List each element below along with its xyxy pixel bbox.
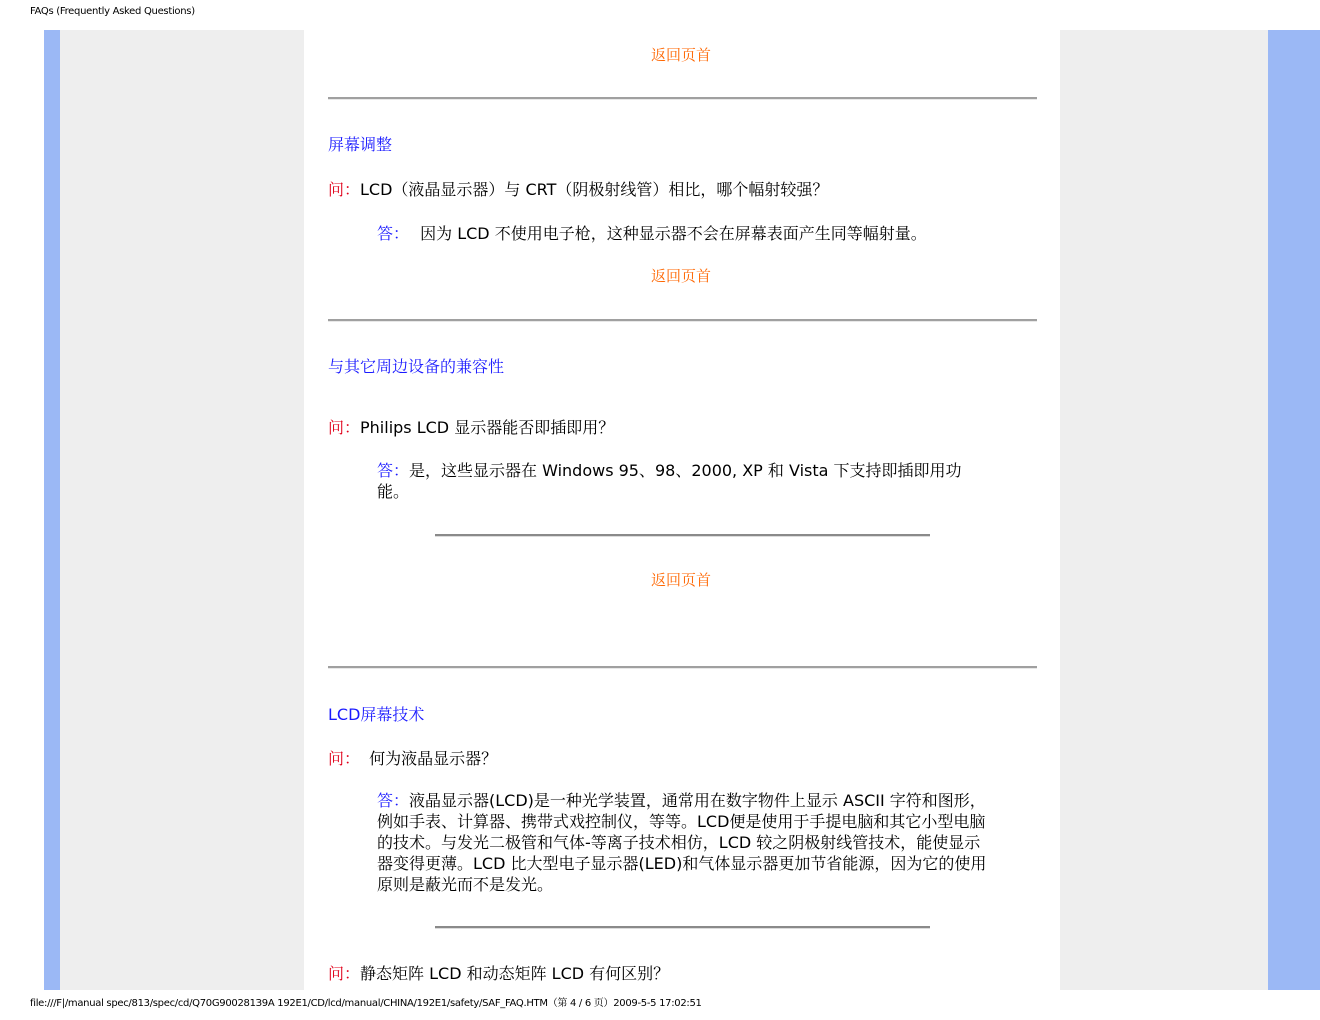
question-label: 问：	[328, 964, 361, 983]
answer-text: 因为 LCD 不使用电子枪，这种显示器不会在屏幕表面产生同等幅射量。	[420, 224, 927, 243]
content-area	[304, 30, 1060, 990]
answer-divider	[435, 534, 930, 537]
question-text: 何为液晶显示器？	[369, 749, 498, 768]
section-divider	[328, 666, 1037, 669]
left-sidebar	[60, 30, 304, 990]
question-row	[328, 961, 669, 984]
question-row	[328, 415, 614, 438]
section-title-lcd-technology: LCD屏幕技术	[328, 705, 425, 724]
print-footer: file:///F|/manual spec/813/spec/cd/Q70G900281З9A 192E1/CD/lcd/manual/CHINA/192E1/safety/SAF_FAQ.HTM（第 4 / 6 页）2009-5-5 17:02:51	[30, 998, 702, 1009]
question-text: LCD（液晶显示器）与 CRT（阴极射线管）相比，哪个幅射较强？	[360, 180, 829, 199]
section-divider	[328, 319, 1037, 322]
back-to-top-link[interactable]: 返回页首	[651, 46, 712, 64]
answer-row	[377, 221, 927, 244]
answer-text: 是，这些显示器在 Windows 95、98、2000, XP 和 Vista 下支持即插即用功能。	[377, 461, 962, 501]
back-to-top-link[interactable]: 返回页首	[651, 571, 712, 589]
question-row	[328, 177, 828, 200]
page-frame	[44, 30, 1320, 990]
question-label: 问：	[328, 749, 361, 768]
right-sidebar	[1060, 30, 1268, 990]
answer-block	[377, 790, 989, 895]
question-text: 静态矩阵 LCD 和动态矩阵 LCD 有何区别？	[360, 964, 670, 983]
answer-label: 答：	[377, 791, 410, 810]
question-text: Philips LCD 显示器能否即插即用？	[360, 418, 615, 437]
right-blue-stripe	[1268, 30, 1320, 990]
answer-block	[377, 460, 987, 502]
section-divider	[328, 97, 1037, 100]
left-blue-stripe	[44, 30, 60, 990]
answer-text: 液晶显示器(LCD)是一种光学装置，通常用在数字物件上显示 ASCII 字符和图形，例如手表、计算器、携带式戏控制仪，等等。LCD便是使用于手提电脑和其它小型电脑的技术。与发光二极管和气体-等离子技术相仿，LCD 较之阴极射线管技术，能使显示器变得更薄。LCD 比大型电子显示器(LED)和气体显示器更加节省能源，因为它的使用原则是蔽光而不是发光。	[377, 791, 987, 894]
question-row	[328, 746, 497, 769]
answer-label: 答：	[377, 224, 410, 243]
answer-label: 答：	[377, 461, 410, 480]
print-header: FAQs (Frequently Asked Questions)	[30, 6, 195, 17]
section-title-compatibility: 与其它周边设备的兼容性	[328, 357, 505, 376]
question-label: 问：	[328, 418, 361, 437]
answer-divider	[435, 926, 930, 929]
question-label: 问：	[328, 180, 361, 199]
back-to-top-link[interactable]: 返回页首	[651, 267, 712, 285]
section-title-screen-adjustment: 屏幕调整	[328, 135, 393, 154]
